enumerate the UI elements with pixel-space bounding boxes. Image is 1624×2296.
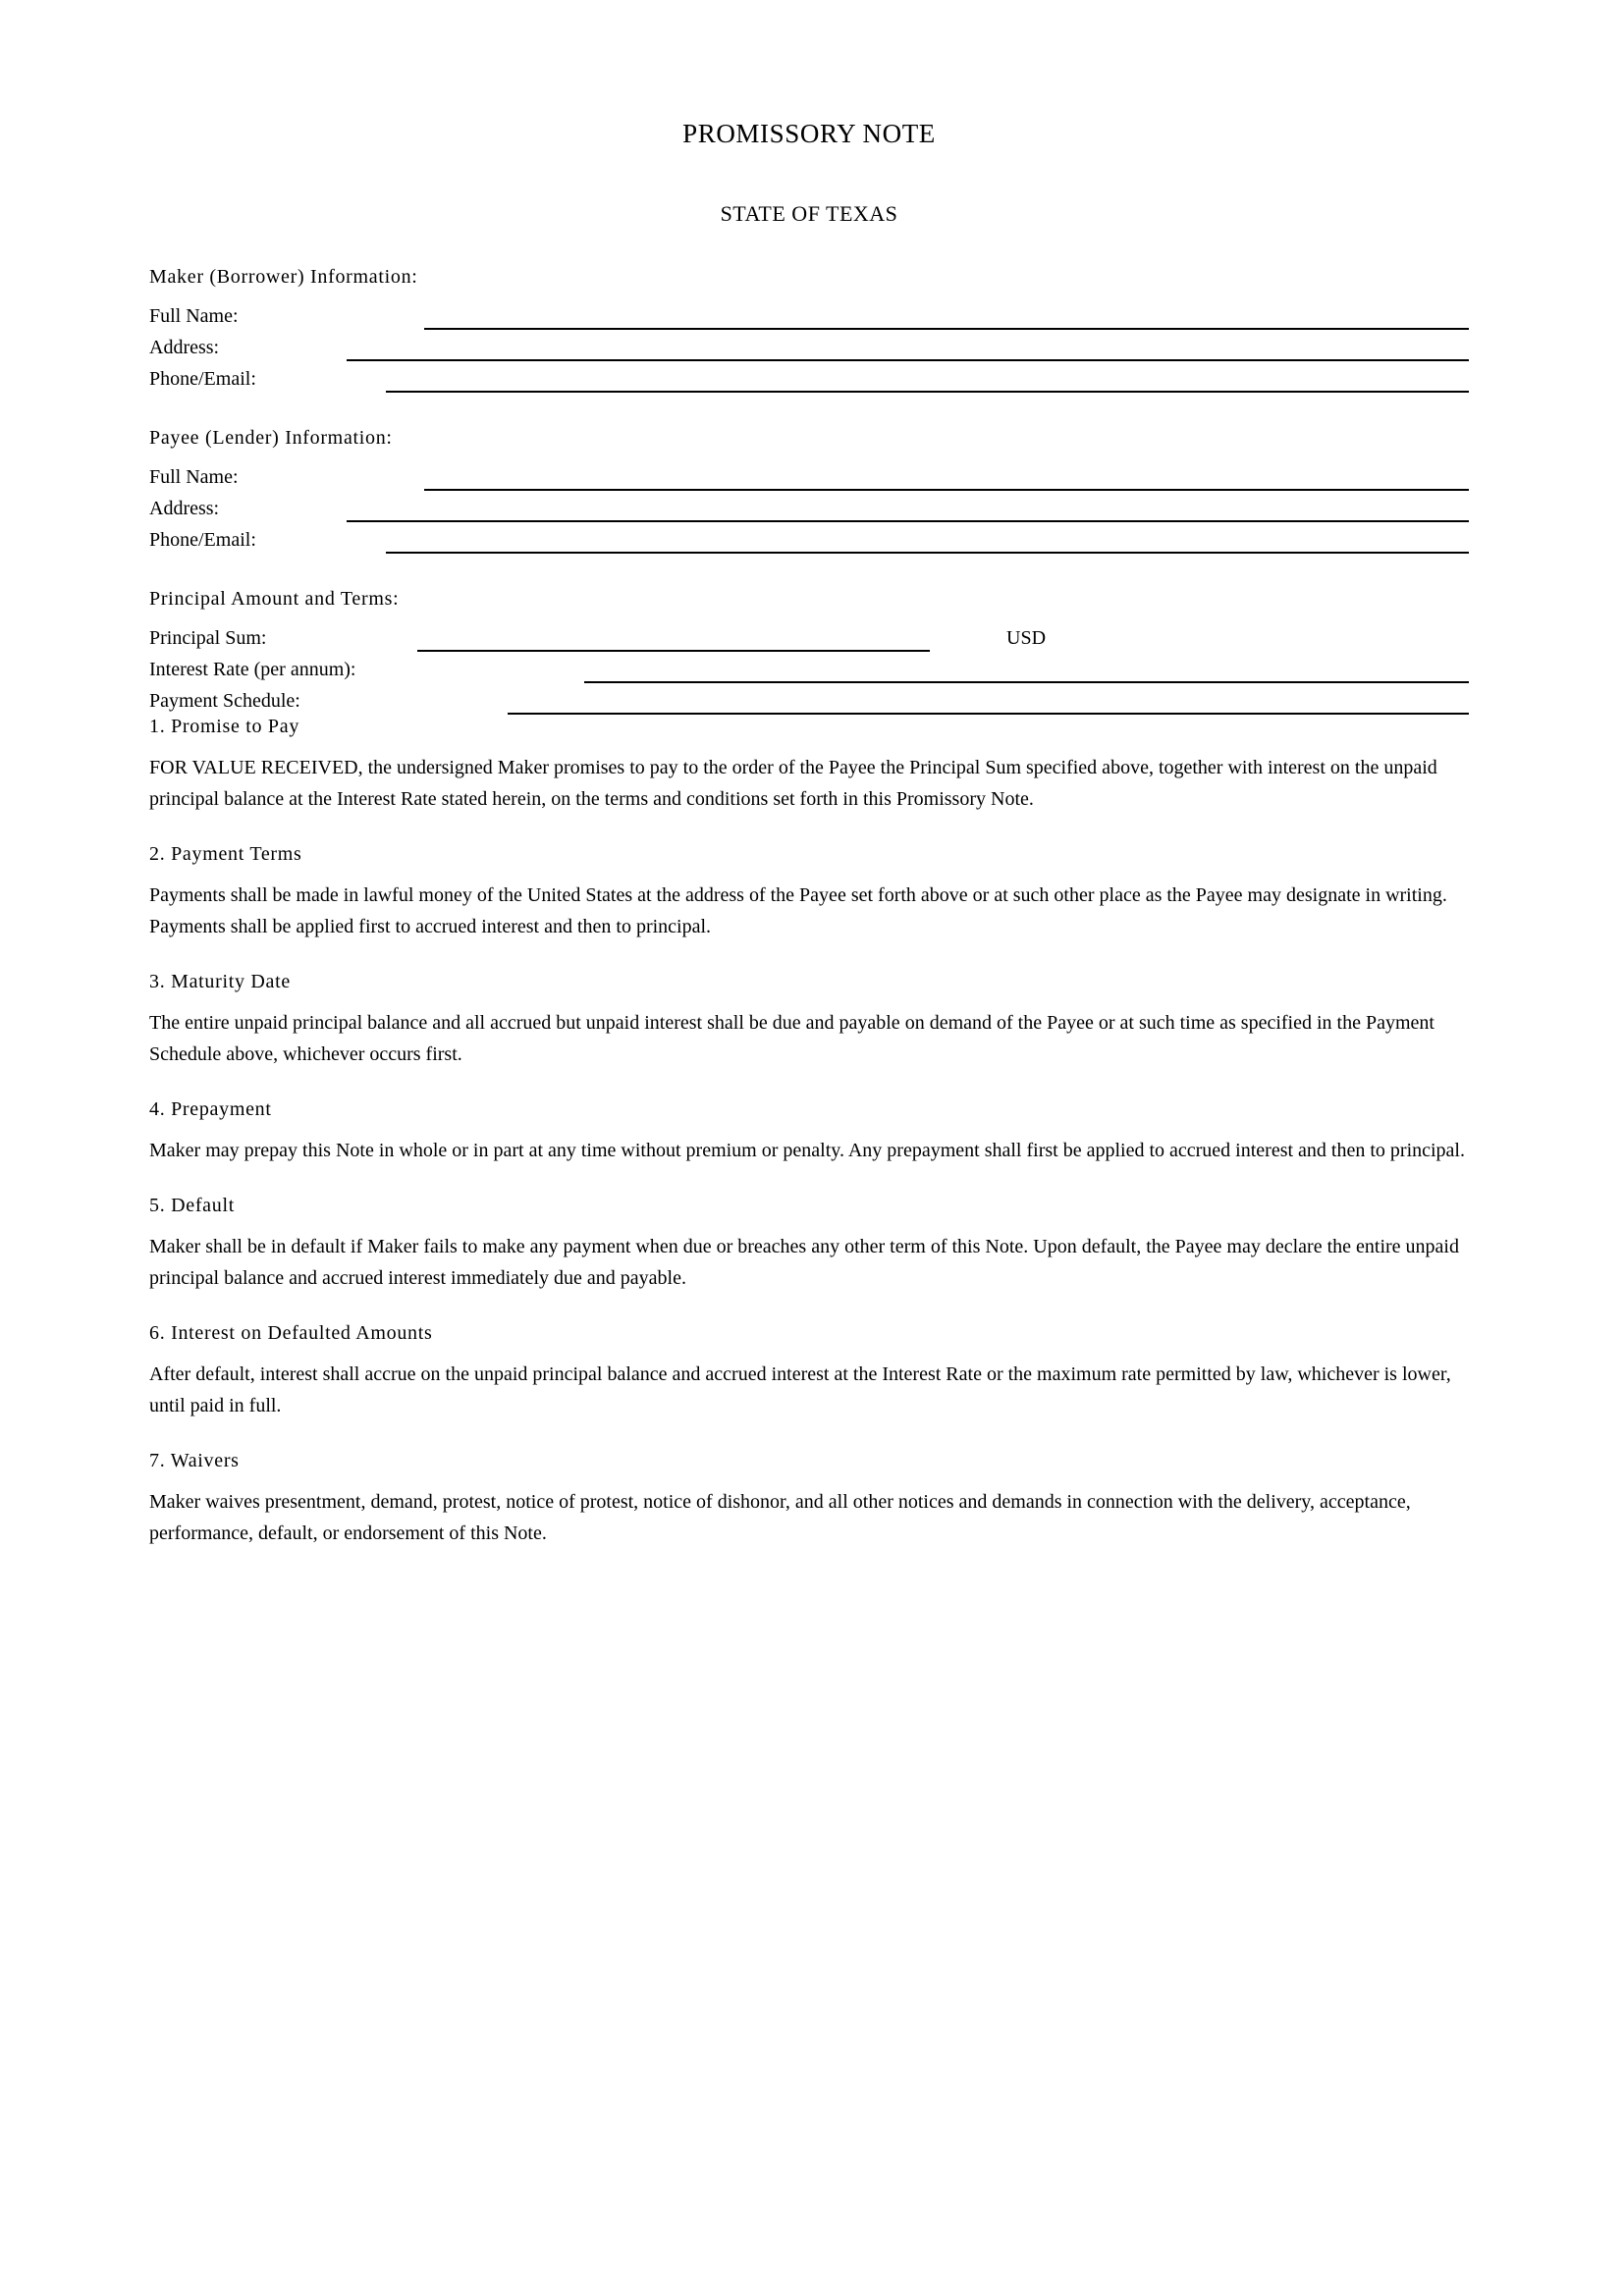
interest-rate-input[interactable] bbox=[584, 681, 1469, 683]
payee-phone-email-label: Phone/Email: bbox=[149, 528, 256, 551]
clause-7 bbox=[149, 1451, 1469, 1549]
document-subtitle: STATE OF TEXAS bbox=[720, 200, 898, 226]
clause-6-body: After default, interest shall accrue on the unpaid principal balance and accrued interest at the Interest Rate or the maximum rate permitted by law, whichever is lower, until paid in full. bbox=[149, 1362, 1451, 1416]
clause-1-heading: 1. Promise to Pay bbox=[149, 715, 300, 737]
maker-address-input[interactable] bbox=[347, 359, 1469, 361]
maker-phone-email-row bbox=[149, 363, 1469, 395]
spacer bbox=[149, 815, 1469, 844]
clause-1 bbox=[149, 717, 1469, 815]
payee-section-heading: Payee (Lender) Information: bbox=[149, 426, 393, 449]
spacer bbox=[149, 1166, 1469, 1196]
spacer bbox=[149, 287, 1469, 300]
clause-5-heading: 5. Default bbox=[149, 1194, 235, 1216]
spacer bbox=[149, 942, 1469, 972]
spacer bbox=[149, 609, 1469, 622]
payment-schedule-label: Payment Schedule: bbox=[149, 689, 300, 712]
maker-full-name-input[interactable] bbox=[424, 328, 1469, 330]
clause-7-heading: 7. Waivers bbox=[149, 1449, 240, 1471]
clause-2-heading: 2. Payment Terms bbox=[149, 842, 302, 865]
payee-address-row bbox=[149, 493, 1469, 524]
spacer bbox=[149, 736, 1469, 752]
maker-address-row bbox=[149, 332, 1469, 363]
document-content bbox=[149, 0, 1469, 1549]
spacer bbox=[149, 1215, 1469, 1231]
maker-section-heading: Maker (Borrower) Information: bbox=[149, 265, 418, 288]
spacer bbox=[149, 1470, 1469, 1486]
spacer bbox=[149, 991, 1469, 1007]
clause-3-body: The entire unpaid principal balance and all accrued but unpaid interest shall be due and payable on demand of the Payee or at such time as specified in the Payment Schedule above, whichever occurs first. bbox=[149, 1011, 1435, 1065]
spacer bbox=[149, 395, 1469, 428]
maker-phone-email-label: Phone/Email: bbox=[149, 367, 256, 390]
principal-sum-currency-label: USD bbox=[1006, 626, 1047, 649]
spacer bbox=[149, 1294, 1469, 1323]
maker-address-label: Address: bbox=[149, 336, 220, 358]
spacer bbox=[149, 1421, 1469, 1451]
spacer bbox=[149, 556, 1469, 589]
maker-information-section bbox=[149, 267, 1469, 395]
clause-4-body: Maker may prepay this Note in whole or in part at any time without premium or penalty. Any prepayment shall first be applied to accrued interest and then to principal. bbox=[149, 1139, 1465, 1161]
payee-information-section bbox=[149, 428, 1469, 556]
payee-full-name-row bbox=[149, 461, 1469, 493]
clause-4-heading: 4. Prepayment bbox=[149, 1097, 272, 1120]
payee-address-label: Address: bbox=[149, 497, 220, 519]
spacer bbox=[149, 1343, 1469, 1359]
principal-sum-row bbox=[149, 622, 1469, 654]
principal-sum-input[interactable] bbox=[417, 650, 930, 652]
payee-full-name-input[interactable] bbox=[424, 489, 1469, 491]
clause-7-body: Maker waives presentment, demand, protest, notice of protest, notice of dishonor, and all other notices and demands in connection with the delivery, acceptance, performance, default, or endorsement of this Note. bbox=[149, 1490, 1411, 1544]
payee-full-name-label: Full Name: bbox=[149, 465, 239, 488]
clause-2 bbox=[149, 844, 1469, 942]
maker-full-name-row bbox=[149, 300, 1469, 332]
spacer bbox=[149, 226, 1469, 267]
payment-schedule-row bbox=[149, 685, 1469, 717]
maker-full-name-label: Full Name: bbox=[149, 304, 239, 327]
clause-6-heading: 6. Interest on Defaulted Amounts bbox=[149, 1321, 433, 1344]
principal-terms-section bbox=[149, 589, 1469, 717]
payee-phone-email-row bbox=[149, 524, 1469, 556]
maker-phone-email-input[interactable] bbox=[386, 391, 1469, 393]
spacer bbox=[149, 864, 1469, 880]
spacer bbox=[149, 448, 1469, 461]
clause-6 bbox=[149, 1323, 1469, 1421]
clause-5 bbox=[149, 1196, 1469, 1294]
clause-3-heading: 3. Maturity Date bbox=[149, 970, 291, 992]
principal-sum-label: Principal Sum: bbox=[149, 626, 267, 649]
interest-rate-label: Interest Rate (per annum): bbox=[149, 658, 356, 680]
payment-schedule-input[interactable] bbox=[508, 713, 1469, 715]
clause-4 bbox=[149, 1099, 1469, 1166]
spacer bbox=[149, 1119, 1469, 1135]
payee-phone-email-input[interactable] bbox=[386, 552, 1469, 554]
clause-3 bbox=[149, 972, 1469, 1070]
terms-section-heading: Principal Amount and Terms: bbox=[149, 587, 400, 610]
clause-5-body: Maker shall be in default if Maker fails to make any payment when due or breaches any other term of this Note. Upon default, the Payee may declare the entire unpaid principal balance and accrued interest immediately due and payable. bbox=[149, 1235, 1459, 1289]
clause-2-body: Payments shall be made in lawful money of the United States at the address of the Payee set forth above or at such other place as the Payee may designate in writing. Payments shall be applied first to accrued interest and then to principal. bbox=[149, 883, 1447, 937]
spacer bbox=[149, 1070, 1469, 1099]
payee-address-input[interactable] bbox=[347, 520, 1469, 522]
clause-1-body: FOR VALUE RECEIVED, the undersigned Maker promises to pay to the order of the Payee the Principal Sum specified above, together with interest on the unpaid principal balance at the Interest Rate stated herein, on the terms and conditions set forth in this Promissory Note. bbox=[149, 756, 1437, 810]
interest-rate-row bbox=[149, 654, 1469, 685]
page-title: PROMISSORY NOTE bbox=[682, 119, 936, 148]
